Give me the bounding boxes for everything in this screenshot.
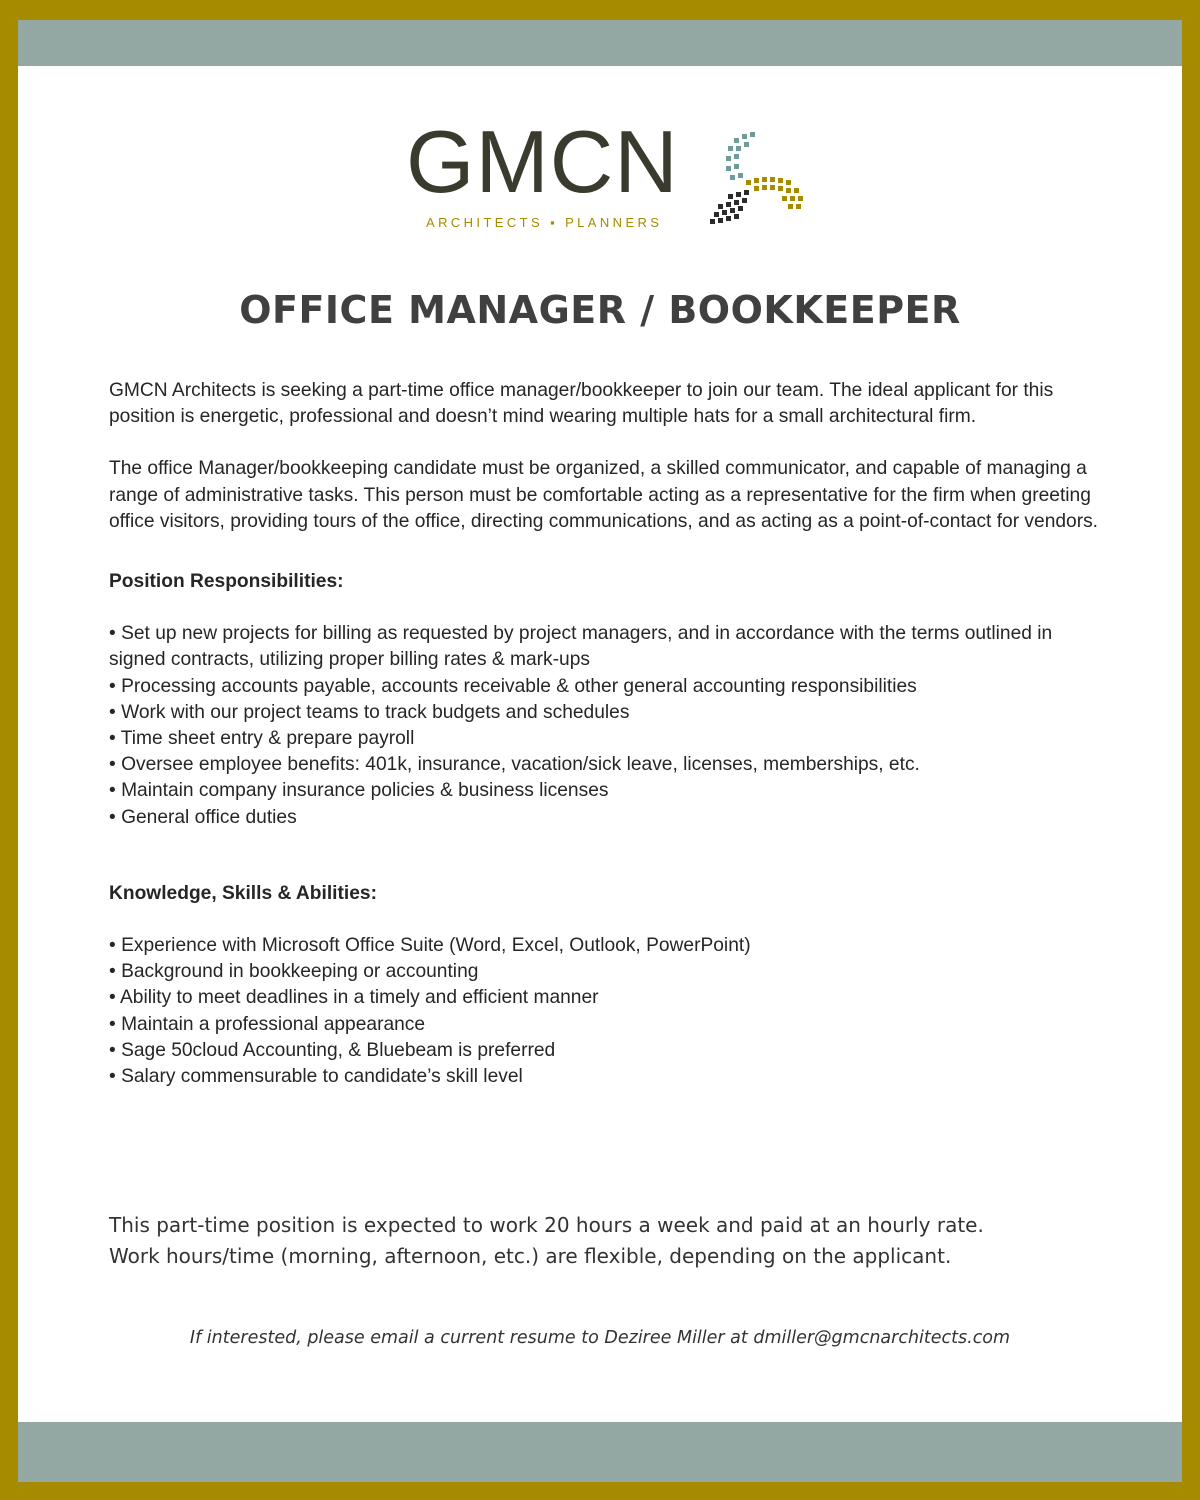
list-item: • Set up new projects for billing as requested by project managers, and in accordance with the terms outlined in signed contracts, utilizing proper billing rates & mark-ups	[109, 621, 1109, 673]
intro-paragraph-2: The office Manager/bookkeeping candidate must be organized, a skilled communicator, and capable of managing a range of administrative tasks. This person must be comfortable acting as a representative for the firm when greeting office visitors, providing tours of the office, directing communications, and as acting as a point-of-contact for vendors.	[109, 458, 1099, 532]
skills-list	[109, 933, 1109, 1090]
list-item: • Maintain company insurance policies & business licenses	[109, 778, 1109, 804]
list-item: • Sage 50cloud Accounting, & Bluebeam is preferred	[109, 1038, 1109, 1064]
responsibilities-heading: Position Responsibilities:	[109, 571, 344, 593]
list-item: • Work with our project teams to track budgets and schedules	[109, 700, 1109, 726]
list-item: • Time sheet entry & prepare payroll	[109, 726, 1109, 752]
skills-heading: Knowledge, Skills & Abilities:	[109, 882, 377, 904]
logo-mosaic-icon	[706, 120, 816, 230]
logo-subtitle: ARCHITECTS ▪ PLANNERS	[426, 215, 663, 230]
closing-line-1: This part-time position is expected to work 20 hours a week and paid at an hourly rate.	[109, 1213, 984, 1237]
gmcn-logo	[406, 114, 826, 239]
closing-note	[109, 1210, 1129, 1272]
closing-line-2: Work hours/time (morning, afternoon, etc.) are flexible, depending on the applicant.	[109, 1244, 952, 1268]
logo-wordmark: GMCN	[406, 112, 679, 211]
top-band	[18, 20, 1182, 66]
list-item: • Experience with Microsoft Office Suite (Word, Excel, Outlook, PowerPoint)	[109, 933, 1109, 959]
list-item: • Ability to meet deadlines in a timely and efficient manner	[109, 985, 1109, 1011]
list-item: • Processing accounts payable, accounts receivable & other general accounting responsibilities	[109, 674, 1109, 700]
responsibilities-list	[109, 621, 1109, 831]
intro-paragraph-1: GMCN Architects is seeking a part-time office manager/bookkeeper to join our team. The ideal applicant for this position is energetic, professional and doesn’t mind wearing multiple hats for a small architectural firm.	[109, 380, 1054, 428]
bottom-band	[18, 1422, 1182, 1482]
list-item: • Salary commensurable to candidate’s skill level	[109, 1064, 1109, 1090]
poster-frame	[18, 20, 1182, 1482]
job-description	[109, 378, 1109, 1090]
list-item: • Maintain a professional appearance	[109, 1012, 1109, 1038]
contact-line: If interested, please email a current resume to Deziree Miller at dmiller@gmcnarchitects.com	[189, 1328, 1011, 1348]
page-title: OFFICE MANAGER / BOOKKEEPER	[239, 288, 961, 332]
list-item: • Oversee employee benefits: 401k, insurance, vacation/sick leave, licenses, memberships, etc.	[109, 752, 1109, 778]
list-item: • General office duties	[109, 805, 1109, 831]
list-item: • Background in bookkeeping or accounting	[109, 959, 1109, 985]
